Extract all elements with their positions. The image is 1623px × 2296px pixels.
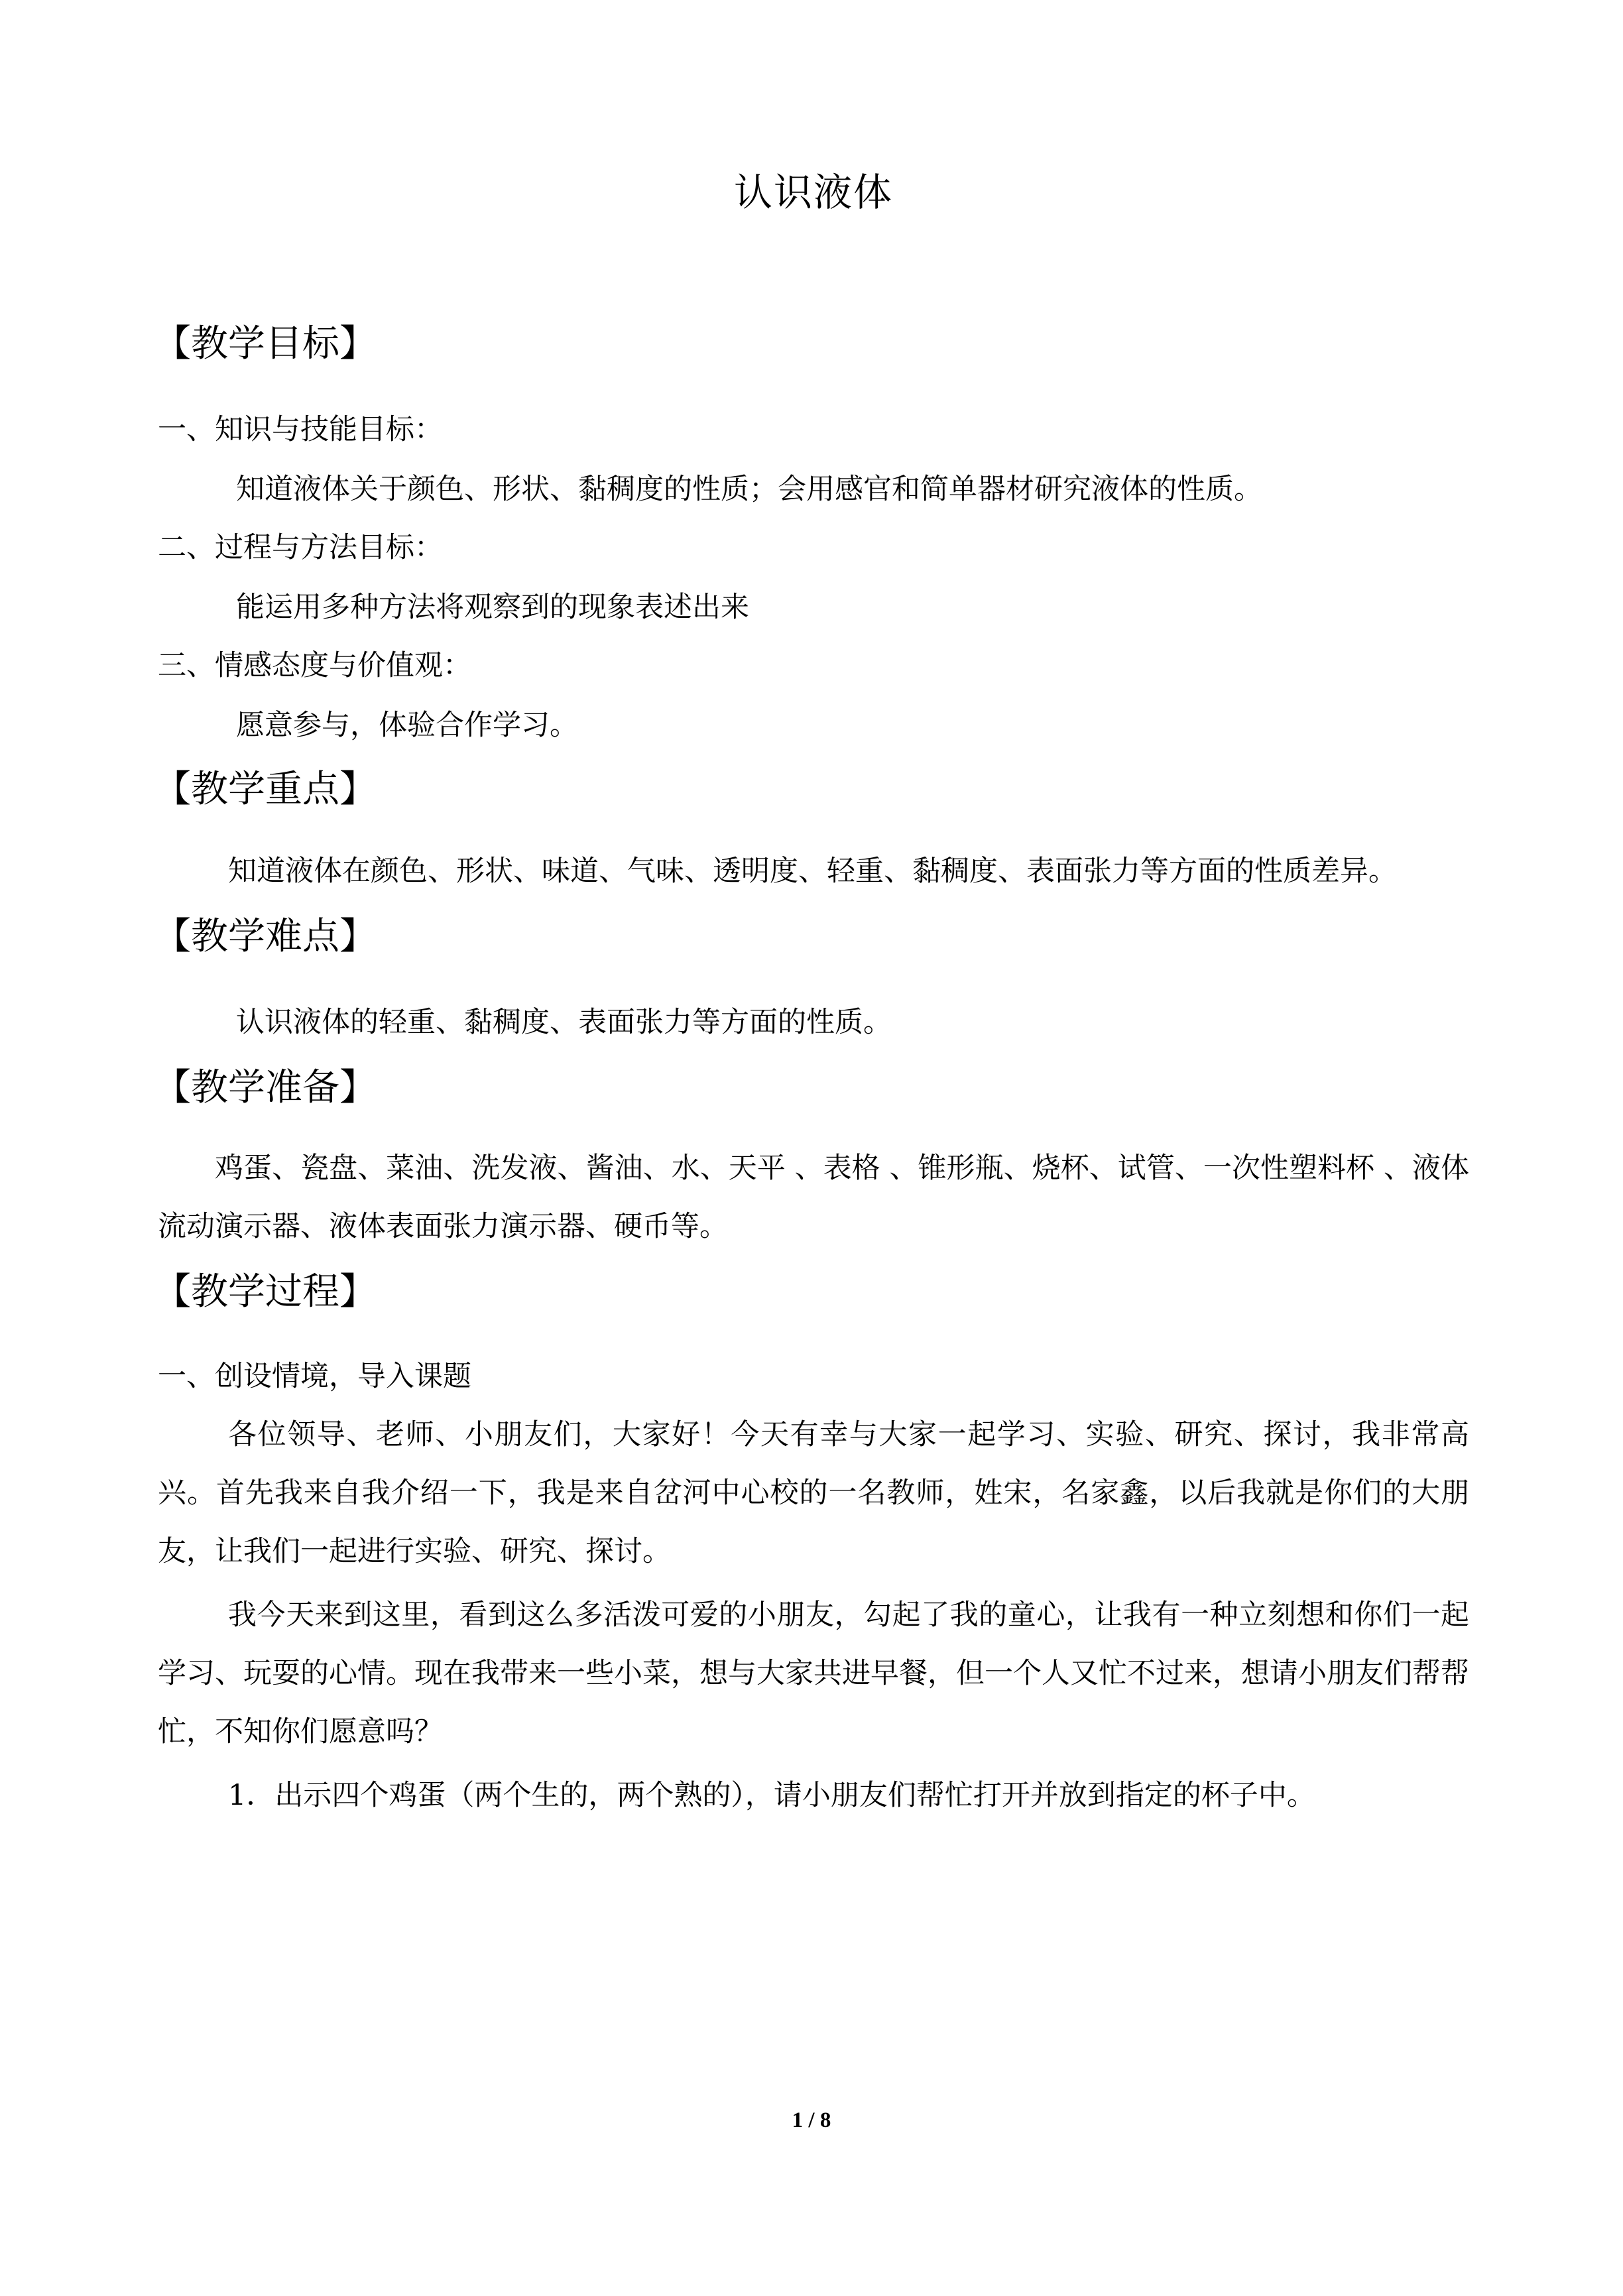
process-step-label: 一、创设情境，导入课题	[158, 1360, 471, 1393]
objective-label-knowledge: 一、知识与技能目标：	[158, 413, 443, 446]
difficulties-text: 认识液体的轻重、黏稠度、表面张力等方面的性质。	[236, 1006, 892, 1039]
objective-label-process: 二、过程与方法目标：	[158, 531, 443, 564]
process-paragraph: 1．出示四个鸡蛋（两个生的，两个熟的），请小朋友们帮忙打开并放到指定的杯子中。	[228, 1779, 1315, 1812]
section-preparation	[154, 1062, 1469, 1256]
objective-text-process: 能运用多种方法将观察到的现象表述出来	[236, 591, 749, 624]
section-heading-difficulties: 【教学难点】	[154, 915, 377, 958]
section-process	[154, 1266, 1469, 1825]
section-heading-key-points: 【教学重点】	[154, 768, 377, 811]
objective-label-attitude: 三、情感态度与价值观：	[158, 649, 471, 682]
section-heading-preparation: 【教学准备】	[154, 1066, 377, 1109]
section-heading-objectives: 【教学目标】	[154, 322, 377, 365]
section-heading-process: 【教学过程】	[154, 1270, 377, 1313]
key-points-text: 知道液体在颜色、形状、味道、气味、透明度、轻重、黏稠度、表面张力等方面的性质差异。	[228, 855, 1397, 888]
section-objectives	[154, 318, 1469, 745]
process-paragraph: 我今天来到这里，看到这么多活泼可爱的小朋友，勾起了我的童心，让我有一种立刻想和你们一起学习、玩耍的心情。现在我带来一些小菜，想与大家共进早餐，但一个人又忙不过来，想请小朋友们帮帮忙，不知你们愿意吗？	[158, 1599, 1469, 1748]
preparation-text: 鸡蛋、瓷盘、菜油、洗发液、酱油、水、天平 、表格 、锥形瓶、烧杯、试管、一次性塑料杯 、液体流动演示器、液体表面张力演示器、硬币等。	[158, 1152, 1469, 1243]
page-title: 认识液体	[733, 170, 893, 215]
objective-text-knowledge: 知道液体关于颜色、形状、黏稠度的性质；会用感官和简单器材研究液体的性质。	[236, 473, 1262, 506]
process-paragraph: 各位领导、老师、小朋友们，大家好！今天有幸与大家一起学习、实验、研究、探讨，我非常高兴。首先我来自我介绍一下，我是来自岔河中心校的一名教师，姓宋，名家鑫，以后我就是你们的大朋友，让我们一起进行实验、研究、探讨。	[158, 1418, 1469, 1568]
section-difficulties	[154, 911, 1469, 1052]
section-key-points	[154, 764, 1469, 900]
objective-text-attitude: 愿意参与，体验合作学习。	[236, 709, 578, 742]
page-number: 1 / 8	[792, 2108, 831, 2132]
